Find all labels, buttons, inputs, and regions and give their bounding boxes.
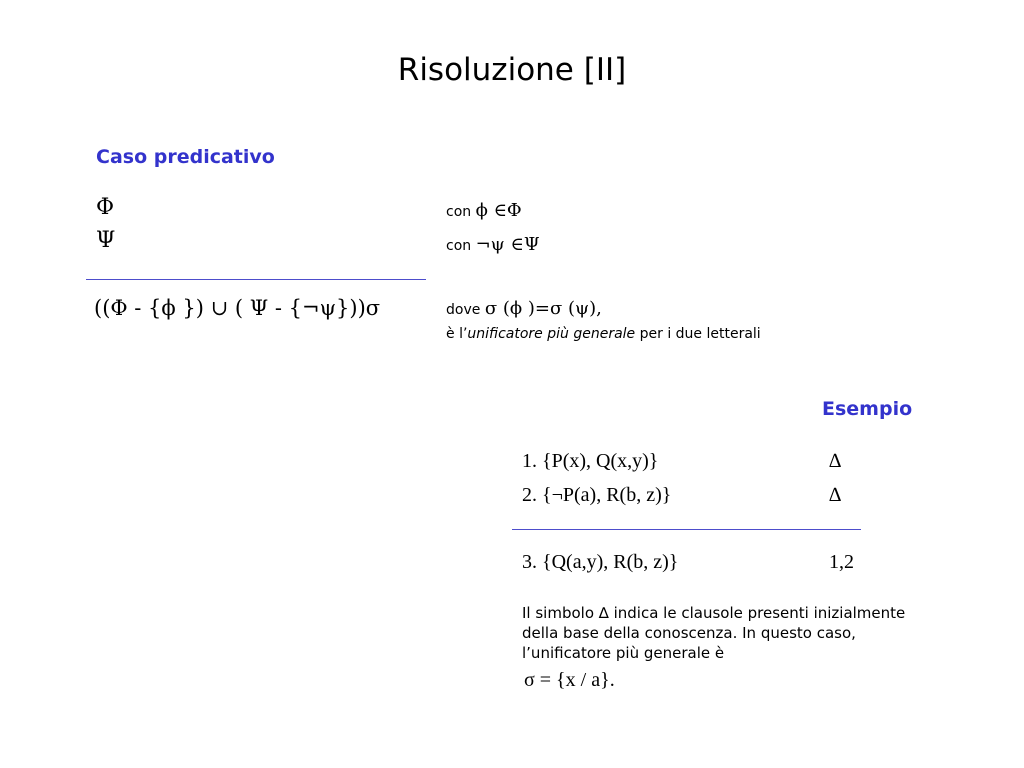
resolvent-formula: ((Φ - {ϕ }) ∪ ( Ψ - {¬ψ}))σ [94,296,381,320]
unifier-italic: unificatore più generale [467,326,636,342]
note-part1: Il simbolo [522,604,594,622]
slide-title: Risoluzione [II] [397,52,627,88]
example-note [522,603,922,663]
dove-condition [446,298,602,319]
clause-3-source: 1,2 [829,551,854,573]
resolution-rule-divider [86,279,426,280]
phi-condition [446,200,522,221]
note-part2: indica le clausole presenti inizialmente della base della conoscenza. In questo caso, l’unificatore più generale è [522,604,906,662]
predicate-case-heading: Caso predicativo [96,146,275,168]
delta-symbol: ∆ [598,604,609,622]
example-rule-divider [512,529,861,530]
unifier-description [446,326,761,342]
clause-2-source: ∆ [829,484,842,506]
phi-clause-symbol: Φ [96,195,115,220]
psi-condition [446,234,540,255]
psi-condition-formula: ¬ψ ∈Ψ [475,234,540,255]
clause-3: 3. {Q(a,y), R(b, z)} [522,551,679,573]
clause-2: 2. {¬P(a), R(b, z)} [522,484,672,506]
unifier-prefix: è l’ [446,326,468,342]
phi-condition-formula: ϕ ∈Φ [475,200,522,221]
clause-1-source: ∆ [829,450,842,472]
unifier-suffix: per i due letterali [635,326,761,342]
phi-con-label: con [446,204,472,220]
sigma-equation: σ = {x / a}. [524,669,615,691]
dove-label: dove [446,302,481,318]
psi-con-label: con [446,238,472,254]
example-heading: Esempio [822,398,913,420]
psi-clause-symbol: Ψ [96,228,116,253]
clause-1: 1. {P(x), Q(x,y)} [522,450,659,472]
dove-formula: σ (ϕ )=σ (ψ), [484,298,602,319]
